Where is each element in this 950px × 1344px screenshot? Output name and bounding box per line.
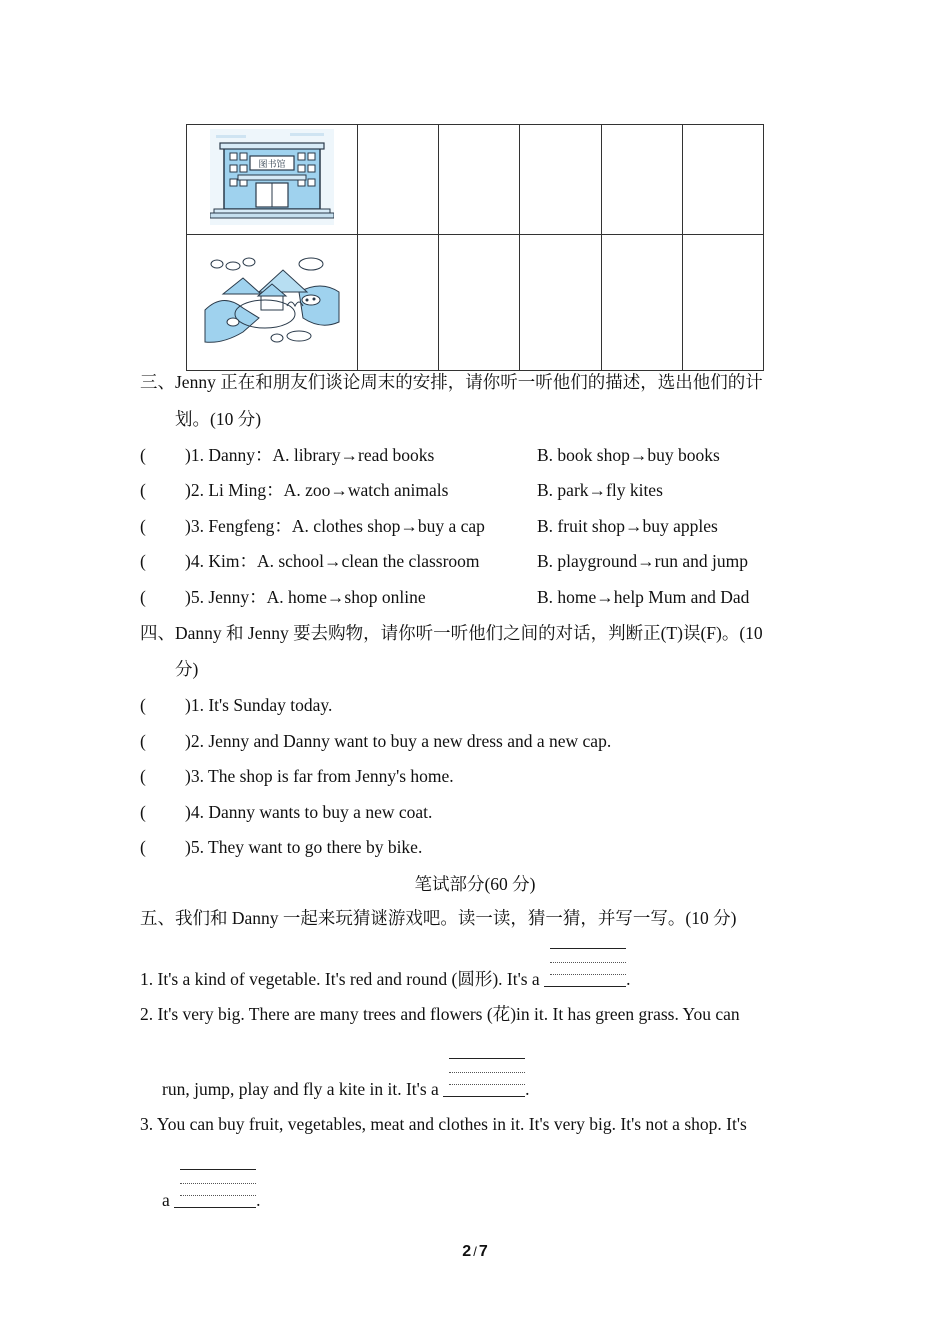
item-text: )4. Danny wants to buy a new coat. bbox=[185, 802, 433, 822]
item-text: )1. It's Sunday today. bbox=[185, 695, 333, 715]
library-sign-text: 图书馆 bbox=[258, 160, 286, 170]
riddle-text: run, jump, play and fly a kite in it. It's a bbox=[162, 1079, 439, 1099]
riddle-text: 1. It's a kind of vegetable. It's red and round (圆形). It's a bbox=[140, 969, 540, 989]
answer-paren[interactable]: ( bbox=[140, 837, 146, 857]
section4-title-cont: 分) bbox=[175, 659, 199, 679]
answer-paren[interactable]: ( bbox=[140, 516, 146, 536]
option-b: B. home→help Mum and Dad bbox=[537, 587, 750, 607]
answer-paren[interactable]: ( bbox=[140, 551, 146, 571]
answer-paren[interactable]: ( bbox=[140, 587, 146, 607]
list-item bbox=[140, 764, 454, 788]
option-b: B. playground→run and jump bbox=[537, 551, 748, 571]
answer-paren[interactable]: ( bbox=[140, 695, 146, 715]
library-building-image bbox=[210, 129, 334, 225]
table-cell[interactable] bbox=[520, 235, 601, 371]
item-text: )3. Fengfeng：A. clothes shop→buy a cap bbox=[185, 516, 485, 536]
answer-paren[interactable]: ( bbox=[140, 480, 146, 500]
table-cell[interactable] bbox=[601, 125, 682, 235]
farm-scene-image bbox=[203, 252, 341, 348]
answer-paren[interactable]: ( bbox=[140, 802, 146, 822]
list-item bbox=[140, 585, 750, 609]
library-cell bbox=[187, 125, 358, 235]
list-item bbox=[140, 549, 748, 573]
page-current: 2 bbox=[462, 1243, 472, 1260]
section4-title: 四、Danny 和 Jenny 要去购物，请你听一听他们之间的对话，判断正(T)误(F)。(10 bbox=[140, 623, 763, 643]
option-b: B. fruit shop→buy apples bbox=[537, 516, 718, 536]
table-cell[interactable] bbox=[682, 235, 763, 371]
answer-blank[interactable] bbox=[443, 1094, 525, 1095]
period: . bbox=[256, 1190, 261, 1210]
item-text: )1. Danny：A. library→read books bbox=[185, 445, 435, 465]
table-cell[interactable] bbox=[439, 235, 520, 371]
item-text: )4. Kim：A. school→clean the classroom bbox=[185, 551, 480, 571]
list-item bbox=[140, 478, 663, 502]
option-b: B. book shop→buy books bbox=[537, 445, 720, 465]
option-b: B. park→fly kites bbox=[537, 480, 663, 500]
answer-paren[interactable]: ( bbox=[140, 766, 146, 786]
table-cell[interactable] bbox=[358, 235, 439, 371]
answer-blank[interactable] bbox=[174, 1205, 256, 1206]
period: . bbox=[626, 969, 631, 989]
table-cell[interactable] bbox=[601, 235, 682, 371]
farm-cell bbox=[187, 235, 358, 371]
list-item bbox=[140, 835, 422, 859]
answer-table bbox=[186, 124, 764, 371]
written-part-heading: 笔试部分(60 分) bbox=[414, 874, 536, 894]
list-item bbox=[140, 800, 432, 824]
section3-title-cont: 划。(10 分) bbox=[175, 409, 262, 429]
item-text: )2. Jenny and Danny want to buy a new dress and a new cap. bbox=[185, 731, 612, 751]
answer-blank[interactable] bbox=[544, 984, 626, 985]
item-text: )5. They want to go there by bike. bbox=[185, 837, 423, 857]
riddle-1 bbox=[140, 967, 630, 991]
item-text: )5. Jenny：A. home→shop online bbox=[185, 587, 426, 607]
table-cell[interactable] bbox=[358, 125, 439, 235]
riddle-2-line1: 2. It's very big. There are many trees and flowers (花)in it. It has green grass. You can bbox=[140, 1004, 740, 1024]
answer-paren[interactable]: ( bbox=[140, 445, 146, 465]
period: . bbox=[525, 1079, 530, 1099]
list-item bbox=[140, 729, 611, 753]
page-number bbox=[0, 1243, 950, 1261]
list-item bbox=[140, 443, 720, 467]
item-text: )3. The shop is far from Jenny's home. bbox=[185, 766, 454, 786]
page-separator: / bbox=[473, 1244, 477, 1259]
page-total: 7 bbox=[478, 1243, 488, 1260]
riddle-text: a bbox=[162, 1190, 170, 1210]
table-row bbox=[187, 235, 764, 371]
riddle-3-line2 bbox=[162, 1188, 261, 1212]
section5-title: 五、我们和 Danny 一起来玩猜谜游戏吧。读一读，猜一猜，并写一写。(10 分) bbox=[140, 908, 737, 928]
section3-title: 三、Jenny 正在和朋友们谈论周末的安排，请你听一听他们的描述，选出他们的计 bbox=[140, 372, 763, 392]
item-text: )2. Li Ming：A. zoo→watch animals bbox=[185, 480, 449, 500]
answer-paren[interactable]: ( bbox=[140, 731, 146, 751]
table-cell[interactable] bbox=[520, 125, 601, 235]
list-item bbox=[140, 693, 332, 717]
table-row bbox=[187, 125, 764, 235]
table-cell[interactable] bbox=[682, 125, 763, 235]
riddle-3-line1: 3. You can buy fruit, vegetables, meat and clothes in it. It's very big. It's not a shop. It's bbox=[140, 1114, 747, 1134]
list-item bbox=[140, 514, 718, 538]
riddle-2-line2 bbox=[162, 1077, 530, 1101]
table-cell[interactable] bbox=[439, 125, 520, 235]
